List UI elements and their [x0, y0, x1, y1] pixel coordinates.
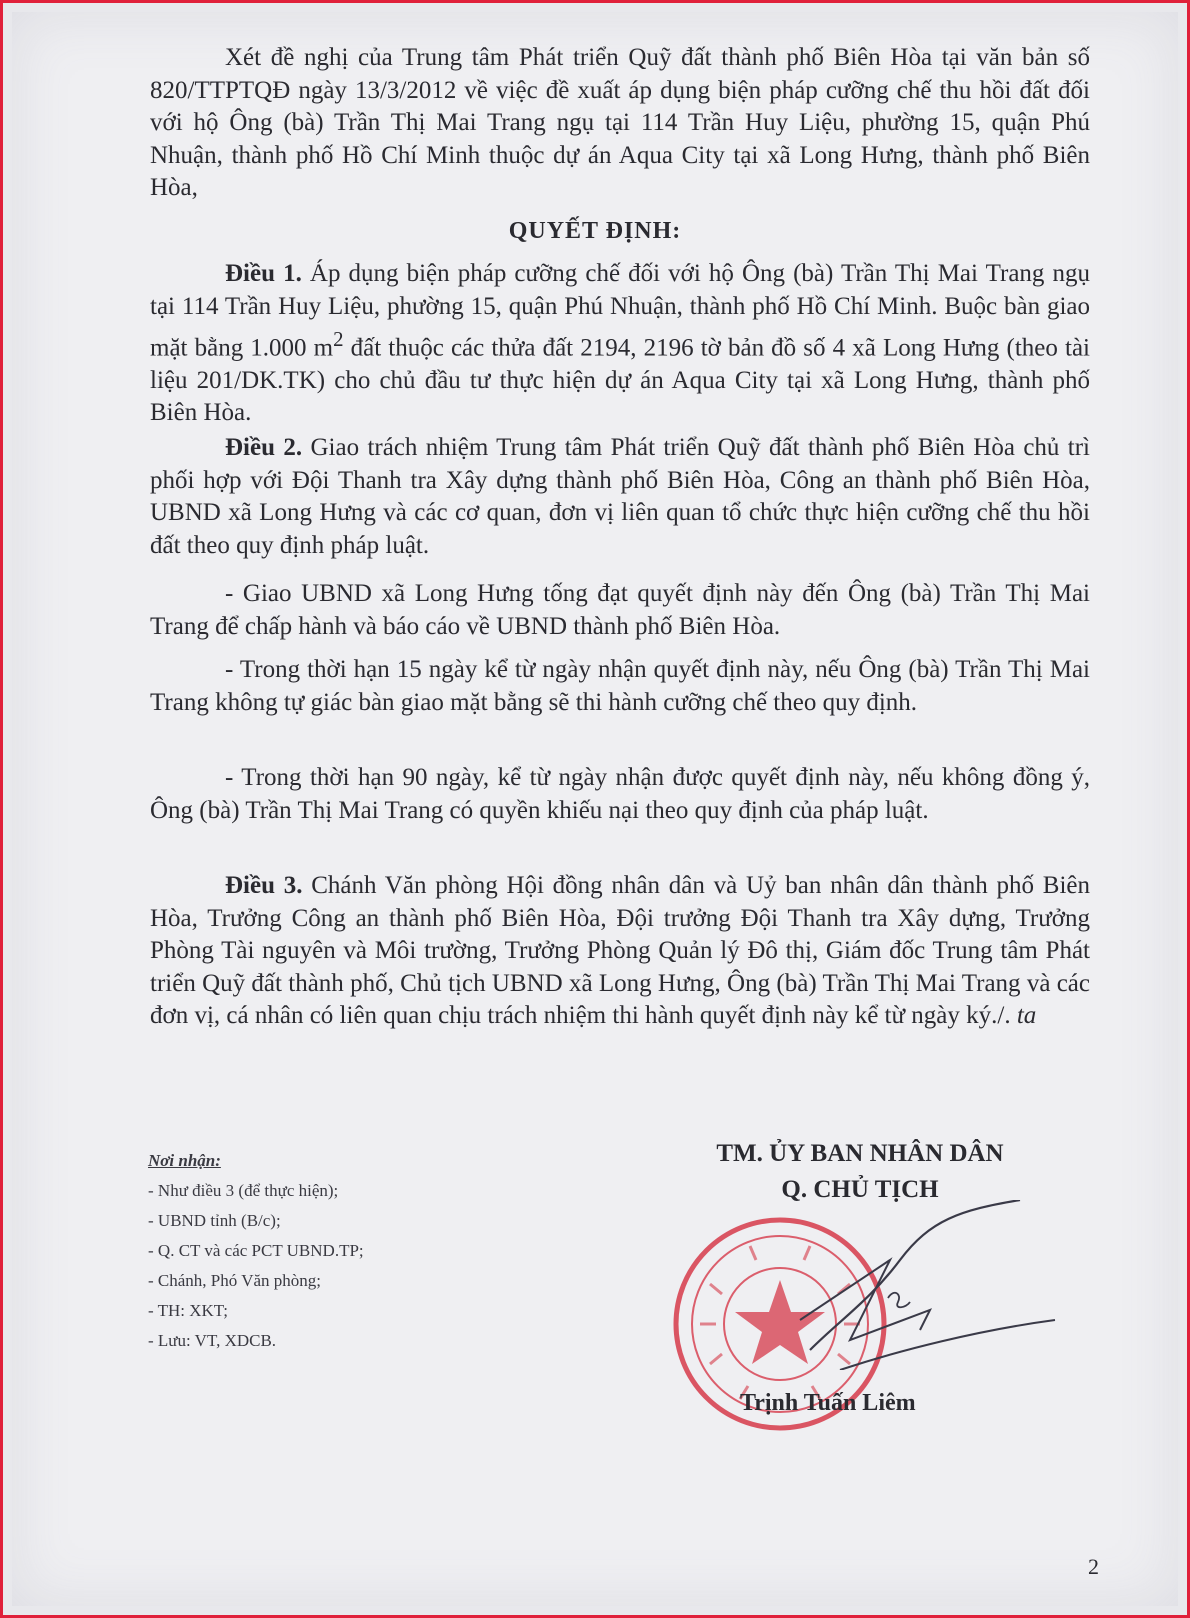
recipient-item: - Q. CT và các PCT UBND.TP; [148, 1241, 364, 1260]
signature-block [640, 1136, 1080, 1208]
signature-org-line: TM. ỦY BAN NHÂN DÂN [716, 1140, 1004, 1167]
article-2-text: Giao trách nhiệm Trung tâm Phát triển Quỹ đất thành phố Biên Hòa chủ trì phối hợp với Đội Thanh tra Xây dựng thành phố Biên Hòa, Công an thành phố Biên Hòa, UBND xã Long Hưng và các cơ quan, đơn vị liên quan tổ chức thực hiện cưỡng chế thu hồi đất theo quy định pháp luật. [150, 434, 1090, 559]
article-1-superscript: 2 [333, 327, 344, 351]
article-1-text-a: Áp dụng biện pháp cưỡng chế đối với hộ Ông (bà) Trần Thị Mai Trang ngụ tại 114 Trần Huy Liệu, phường 15, quận Phú Nhuận, thành phố Hồ Chí Minh. Buộc bàn giao mặt bằng 1.000 m [150, 260, 1090, 362]
article-1-label: Điều 1. [225, 260, 302, 287]
recipient-item: - UBND tỉnh (B/c); [148, 1211, 281, 1230]
recipients-list [148, 1146, 364, 1356]
article-2-bullet-2: - Trong thời hạn 15 ngày kể từ ngày nhận quyết định này, nếu Ông (bà) Trần Thị Mai Trang không tự giác bàn giao mặt bằng sẽ thi hành cưỡng chế theo quy định. [150, 656, 1090, 716]
article-3 [150, 870, 1090, 1033]
recipient-item: - Chánh, Phó Văn phòng; [148, 1271, 321, 1290]
article-2 [150, 432, 1090, 562]
recipients-title: Nơi nhận: [148, 1151, 221, 1170]
article-1 [150, 258, 1090, 430]
decision-heading: QUYẾT ĐỊNH: [508, 218, 682, 244]
article-3-mark: ta [1016, 1002, 1037, 1029]
article-2-bullet-3: - Trong thời hạn 90 ngày, kể từ ngày nhận được quyết định này, nếu không đồng ý, Ông (bà) Trần Thị Mai Trang có quyền khiếu nại theo quy định của pháp luật. [150, 764, 1090, 824]
page-number: 2 [1088, 1554, 1099, 1579]
article-1-text-b: đất thuộc các thửa đất 2194, 2196 tờ bản đồ số 4 xã Long Hưng (theo tài liệu 201/DK.TK) cho chủ đầu tư thực hiện dự án Aqua City tại xã Long Hưng, thành phố Biên Hòa. [150, 334, 1091, 427]
article-3-text: Chánh Văn phòng Hội đồng nhân dân và Uỷ ban nhân dân thành phố Biên Hòa, Trưởng Công an thành phố Biên Hòa, Đội trưởng Đội Thanh tra Xây dựng, Trưởng Phòng Tài nguyên và Môi trường, Trưởng Phòng Quản lý Đô thị, Giám đốc Trung tâm Phát triển Quỹ đất thành phố, Chủ tịch UBND xã Long Hưng, Ông (bà) Trần Thị Mai Trang và các đơn vị, cá nhân có liên quan chịu trách nhiệm thi hành quyết định này kể từ ngày ký./. [150, 872, 1090, 1029]
intro-paragraph: Xét đề nghị của Trung tâm Phát triển Quỹ đất thành phố Biên Hòa tại văn bản số 820/TTPTQĐ ngày 13/3/2012 về việc đề xuất áp dụng biện pháp cưỡng chế thu hồi đất đối với hộ Ông (bà) Trần Thị Mai Trang ngụ tại 114 Trần Huy Liệu, phường 15, quận Phú Nhuận, thành phố Hồ Chí Minh thuộc dự án Aqua City tại xã Long Hưng, thành phố Biên Hòa, [150, 44, 1090, 201]
handwritten-signature-icon [780, 1200, 1060, 1370]
article-3-label: Điều 3. [225, 872, 303, 899]
recipient-item: - Như điều 3 (để thực hiện); [148, 1181, 339, 1200]
recipient-item: - TH: XKT; [148, 1301, 228, 1320]
signature-role-line: Q. CHỦ TỊCH [781, 1176, 939, 1203]
article-2-bullet-1: - Giao UBND xã Long Hưng tống đạt quyết định này đến Ông (bà) Trần Thị Mai Trang để chấp hành và báo cáo về UBND thành phố Biên Hòa. [150, 580, 1090, 640]
recipient-item: - Lưu: VT, XDCB. [148, 1331, 277, 1350]
article-2-label: Điều 2. [225, 434, 303, 461]
signer-name: Trịnh Tuấn Liêm [740, 1390, 916, 1416]
